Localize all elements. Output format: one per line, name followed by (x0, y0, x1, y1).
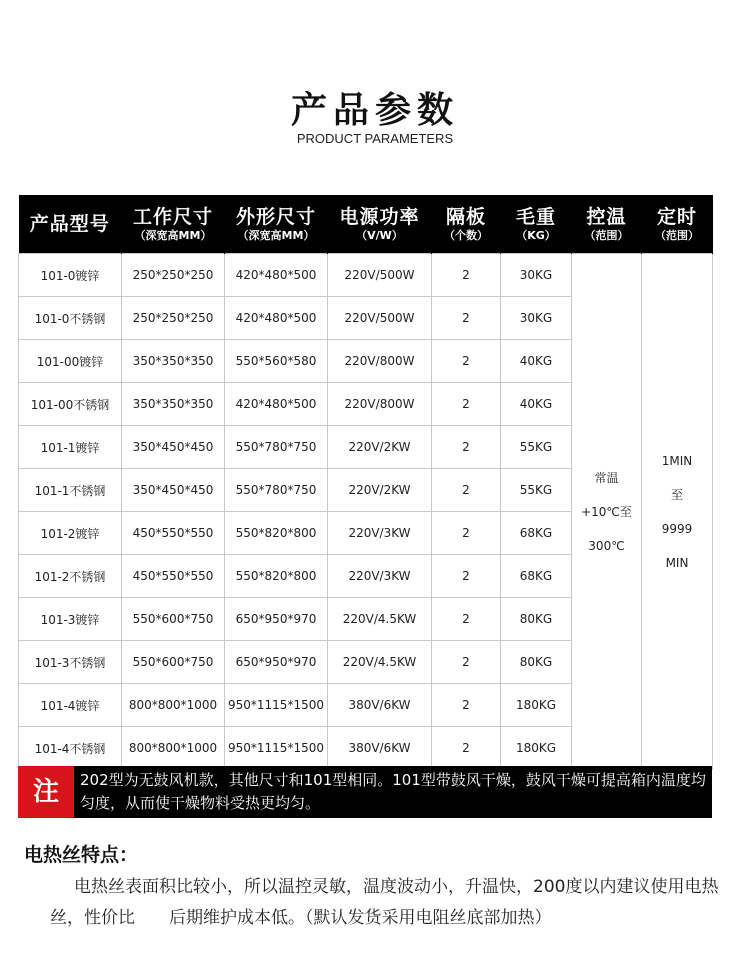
column-header-unit: （深宽高MM） (134, 228, 212, 242)
features-title: 电热丝特点： (24, 844, 139, 866)
table-cell: 550*600*750 (122, 641, 225, 684)
column-header-title: 外形尺寸 (235, 205, 316, 228)
table-body (19, 254, 713, 770)
table-cell: 2 (432, 598, 501, 641)
temperature-range-line: 常温 (594, 470, 619, 485)
column-header-title: 产品型号 (29, 213, 110, 235)
table-header-row (19, 195, 713, 254)
model-cell: 101-0不锈钢 (19, 297, 122, 340)
table-cell: 2 (432, 641, 501, 684)
table-cell: 2 (432, 297, 501, 340)
table-cell: 550*560*580 (225, 340, 328, 383)
table-cell: 80KG (501, 598, 572, 641)
model-cell: 101-00不锈钢 (19, 383, 122, 426)
table-cell: 220V/800W (328, 383, 432, 426)
table-cell: 420*480*500 (225, 383, 328, 426)
temperature-range-line: +10℃至 (581, 504, 632, 519)
table-cell: 450*550*550 (122, 512, 225, 555)
table-cell: 650*950*970 (225, 641, 328, 684)
column-header (122, 195, 225, 254)
column-header (432, 195, 501, 254)
table-cell: 220V/4.5KW (328, 641, 432, 684)
table-cell: 2 (432, 684, 501, 727)
table-cell: 40KG (501, 340, 572, 383)
table-cell: 450*550*550 (122, 555, 225, 598)
table-cell: 650*950*970 (225, 598, 328, 641)
column-header-unit: （V/W） (356, 228, 403, 242)
page-title: 产品参数 (290, 90, 459, 131)
model-cell: 101-0镀锌 (19, 254, 122, 297)
table-cell: 2 (432, 426, 501, 469)
model-cell: 101-4镀锌 (19, 684, 122, 727)
table-cell: 550*820*800 (225, 512, 328, 555)
table-cell: 2 (432, 340, 501, 383)
model-cell: 101-00镀锌 (19, 340, 122, 383)
column-header-title: 电源功率 (339, 205, 420, 228)
table-cell: 55KG (501, 426, 572, 469)
model-cell: 101-4不锈钢 (19, 727, 122, 770)
table-cell: 220V/4.5KW (328, 598, 432, 641)
table-cell: 220V/500W (328, 297, 432, 340)
timer-range-line: 1MIN (661, 453, 693, 468)
column-header (572, 195, 642, 254)
table-cell: 420*480*500 (225, 254, 328, 297)
model-cell: 101-3不锈钢 (19, 641, 122, 684)
column-header (642, 195, 713, 254)
table-cell: 380V/6KW (328, 684, 432, 727)
note-text: 202型为无鼓风机款，其他尺寸和101型相同。101型带鼓风干燥，鼓风干燥可提高箱内温度均匀度，从而使干燥物料受热更均匀。 (80, 771, 706, 812)
temperature-range-cell (572, 254, 642, 770)
table-cell: 220V/800W (328, 340, 432, 383)
table-cell: 30KG (501, 297, 572, 340)
timer-range-cell (642, 254, 713, 770)
table-cell: 350*450*450 (122, 426, 225, 469)
timer-range-line: 9999 (661, 521, 693, 536)
table-cell: 550*780*750 (225, 469, 328, 512)
table-cell: 220V/3KW (328, 512, 432, 555)
table-cell: 2 (432, 383, 501, 426)
column-header-title: 定时 (656, 205, 697, 228)
column-header (19, 195, 122, 254)
table-cell: 380V/6KW (328, 727, 432, 770)
timer-range-line: 至 (670, 487, 683, 502)
column-header (328, 195, 432, 254)
table-cell: 800*800*1000 (122, 684, 225, 727)
table-cell: 220V/2KW (328, 426, 432, 469)
column-header (501, 195, 572, 254)
table-cell: 2 (432, 727, 501, 770)
table-cell: 2 (432, 254, 501, 297)
table-cell: 68KG (501, 555, 572, 598)
column-header (225, 195, 328, 254)
column-header-title: 隔板 (445, 205, 486, 228)
table-cell: 420*480*500 (225, 297, 328, 340)
product-parameters-table (18, 195, 713, 770)
page-subtitle: PRODUCT PARAMETERS (296, 131, 454, 146)
table-cell: 250*250*250 (122, 297, 225, 340)
model-cell: 101-2镀锌 (19, 512, 122, 555)
table-cell: 350*350*350 (122, 340, 225, 383)
table-cell: 550*780*750 (225, 426, 328, 469)
model-cell: 101-1镀锌 (19, 426, 122, 469)
table-cell: 55KG (501, 469, 572, 512)
features-body: 电热丝表面积比较小，所以温控灵敏，温度波动小，升温快，200度以内建议使用电热丝，性价比 后期维护成本低。（默认发货采用电阻丝底部加热） (50, 877, 719, 928)
table-cell: 250*250*250 (122, 254, 225, 297)
column-header-title: 控温 (586, 205, 627, 228)
model-cell: 101-2不锈钢 (19, 555, 122, 598)
table-cell: 550*600*750 (122, 598, 225, 641)
column-header-title: 工作尺寸 (132, 205, 213, 228)
column-header-unit: （个数） (444, 228, 488, 242)
table-cell: 220V/500W (328, 254, 432, 297)
table-cell: 950*1115*1500 (225, 684, 328, 727)
table-cell: 2 (432, 469, 501, 512)
timer-range-line: MIN (665, 555, 689, 570)
table-cell: 350*450*450 (122, 469, 225, 512)
column-header-unit: （范围） (655, 228, 699, 242)
table-cell: 180KG (501, 684, 572, 727)
column-header-unit: （深宽高MM） (237, 228, 315, 242)
note-badge: 注 (18, 766, 74, 818)
table-cell: 550*820*800 (225, 555, 328, 598)
model-cell: 101-1不锈钢 (19, 469, 122, 512)
table-cell: 68KG (501, 512, 572, 555)
table-cell: 220V/3KW (328, 555, 432, 598)
model-cell: 101-3镀锌 (19, 598, 122, 641)
column-header-unit: （范围） (584, 228, 629, 242)
table-cell: 2 (432, 512, 501, 555)
table-cell: 180KG (501, 727, 572, 770)
table-row (19, 254, 713, 297)
table-cell: 2 (432, 555, 501, 598)
table-cell: 30KG (501, 254, 572, 297)
table-cell: 950*1115*1500 (225, 727, 328, 770)
table-cell: 800*800*1000 (122, 727, 225, 770)
temperature-range-line: 300℃ (588, 538, 625, 553)
table-cell: 40KG (501, 383, 572, 426)
table-cell: 220V/2KW (328, 469, 432, 512)
column-header-unit: （KG） (516, 228, 556, 242)
note-banner (18, 766, 712, 818)
table-cell: 80KG (501, 641, 572, 684)
table-cell: 350*350*350 (122, 383, 225, 426)
column-header-title: 毛重 (515, 205, 556, 228)
